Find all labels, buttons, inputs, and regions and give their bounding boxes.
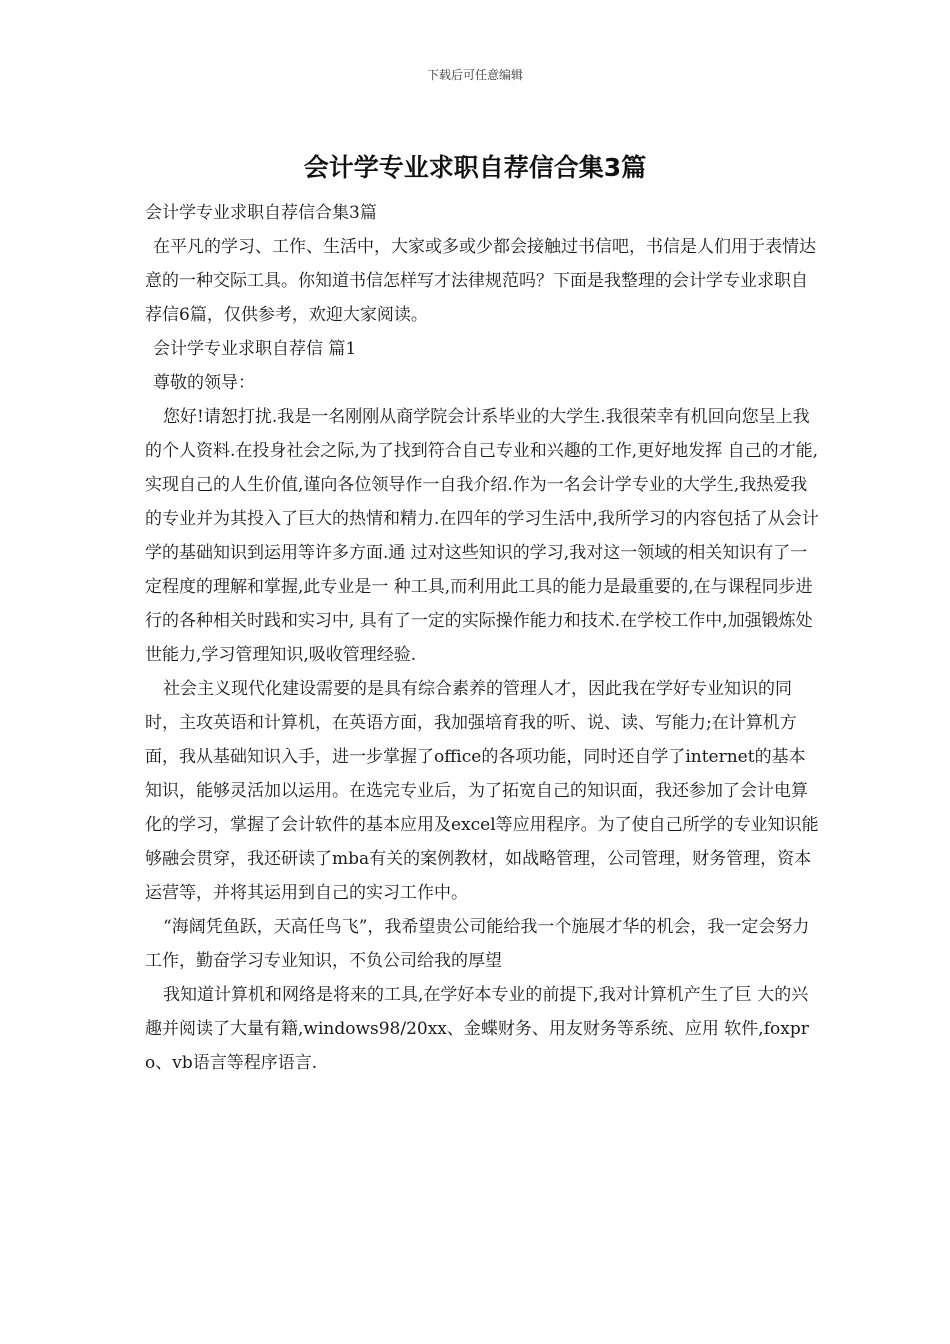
paragraph-intro: 在平凡的学习、工作、生活中，大家或多或少都会接触过书信吧，书信是人们用于表情达意的一种交际工具。你知道书信怎样写才法律规范吗？下面是我整理的会计学专业求职自荐信6篇，仅供参考，欢迎大家阅读。 (145, 237, 816, 325)
document-title: 会计学专业求职自荐信合集3篇 (303, 153, 647, 182)
paragraph-body-3: “海阔凭鱼跃，天高任鸟飞”，我希望贵公司能给我一个施展才华的机会，我一定会努力工作，勤奋学习专业知识，不负公司给我的厚望 (145, 917, 810, 971)
paragraph-body-2: 社会主义现代化建设需要的是具有综合素养的管理人才，因此我在学好专业知识的同时，主攻英语和计算机，在英语方面，我加强培育我的听、说、读、写能力;在计算机方面，我从基础知识入手，进一步掌握了office的各项功能，同时还自学了internet的基本知识，能够灵活加以运用。在选完专业后，为了拓宽自己的知识面，我还参加了会计电算化的学习，掌握了会计软件的基本应用及excel等应用程序。为了使自己所学的专业知识能够融会贯穿，我还研读了mba有关的案例教材，如战略管理，公司管理，财务管理，资本运营等，并将其运用到自己的实习工作中。 (145, 679, 819, 903)
paragraph-subtitle: 会计学专业求职自荐信合集3篇 (145, 203, 377, 223)
paragraph-section-heading: 会计学专业求职自荐信 篇1 (153, 339, 357, 359)
paragraph-salutation: 尊敬的领导： (153, 373, 255, 393)
paragraph-body-1: 您好!请恕打扰.我是一名刚刚从商学院会计系毕业的大学生.我很荣幸有机回向您呈上我的个人资料.在投身社会之际,为了找到符合自己专业和兴趣的工作,更好地发挥 自己的才能,实现自己的人生价值,谨向各位领导作一自我介绍.作为一名会计学专业的大学生,我热爱我的专业并为其投入了巨大的热情和精力.在四年的学习生活中,我所学习的内容包括了从会计学的基础知识到运用等许多方面.通 过对这些知识的学习,我对这一领域的相关知识有了一定程度的理解和掌握,此专业是一 种工具,而利用此工具的能力是最重要的,在与课程同步进行的各种相关时践和实习中, 具有了一定的实际操作能力和技术.在学校工作中,加强锻炼处世能力,学习管理知识,吸收管理经验. (145, 407, 819, 665)
header-note: 下载后可任意编辑 (426, 68, 523, 82)
paragraph-body-4: 我知道计算机和网络是将来的工具,在学好本专业的前提下,我对计算机产生了巨 大的兴趣并阅读了大量有籍,windows98/20xx、金蝶财务、用友财务等系统、应用 软件,foxpro、vb语言等程序语言. (145, 985, 809, 1073)
document-body (145, 196, 820, 1080)
